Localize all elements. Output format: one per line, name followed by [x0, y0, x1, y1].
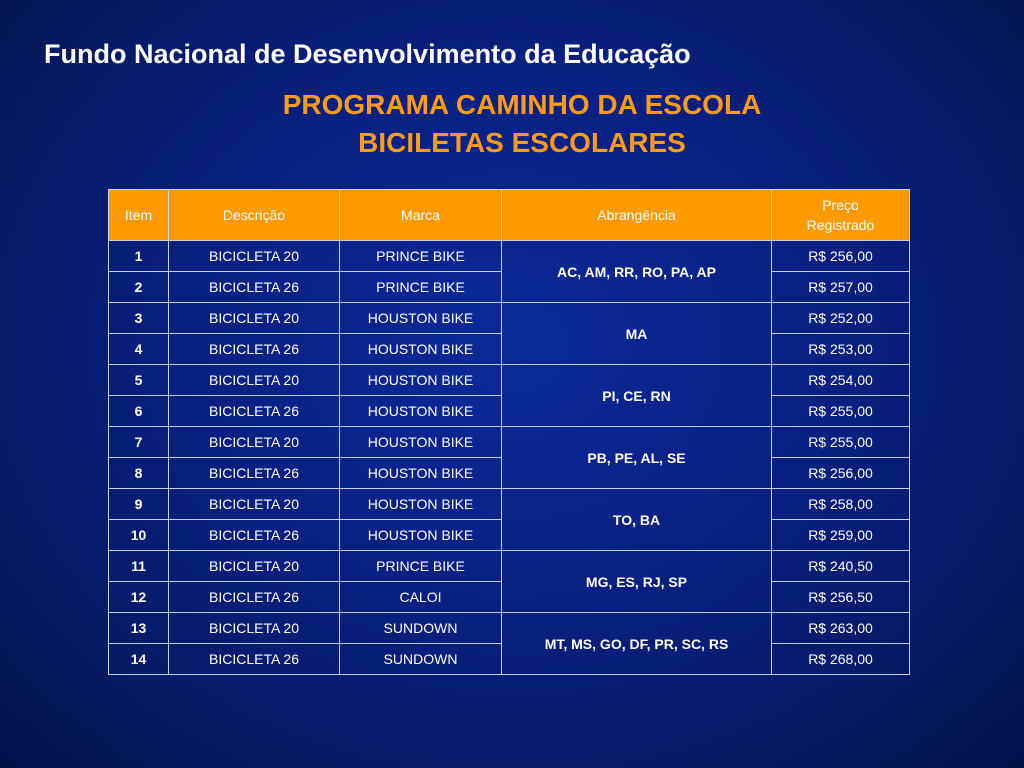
table-row [109, 613, 910, 644]
cell-descricao: BICICLETA 26 [169, 396, 340, 427]
cell-item: 1 [109, 241, 169, 272]
cell-item: 4 [109, 334, 169, 365]
cell-abrangencia: PI, CE, RN [502, 365, 772, 427]
cell-preco: R$ 259,00 [772, 520, 910, 551]
cell-preco: R$ 255,00 [772, 427, 910, 458]
price-table [108, 189, 910, 675]
cell-abrangencia: MG, ES, RJ, SP [502, 551, 772, 613]
cell-descricao: BICICLETA 20 [169, 551, 340, 582]
cell-preco: R$ 256,00 [772, 458, 910, 489]
header-item: Item [109, 190, 169, 241]
table-row [109, 303, 910, 334]
cell-marca: HOUSTON BIKE [340, 396, 502, 427]
cell-descricao: BICICLETA 20 [169, 365, 340, 396]
cell-item: 2 [109, 272, 169, 303]
cell-preco: R$ 254,00 [772, 365, 910, 396]
cell-abrangencia: PB, PE, AL, SE [502, 427, 772, 489]
header-abrangencia: Abrangência [502, 190, 772, 241]
table-header-row [109, 190, 910, 241]
table-row [109, 551, 910, 582]
cell-descricao: BICICLETA 20 [169, 489, 340, 520]
header-preco-line1: Preço [822, 197, 859, 213]
program-title [0, 86, 1024, 162]
cell-item: 6 [109, 396, 169, 427]
table-row [109, 365, 910, 396]
cell-abrangencia: AC, AM, RR, RO, PA, AP [502, 241, 772, 303]
cell-item: 14 [109, 644, 169, 675]
cell-marca: HOUSTON BIKE [340, 427, 502, 458]
cell-marca: PRINCE BIKE [340, 241, 502, 272]
cell-item: 10 [109, 520, 169, 551]
cell-marca: PRINCE BIKE [340, 272, 502, 303]
cell-preco: R$ 257,00 [772, 272, 910, 303]
cell-preco: R$ 240,50 [772, 551, 910, 582]
cell-item: 13 [109, 613, 169, 644]
cell-descricao: BICICLETA 20 [169, 427, 340, 458]
price-table-container [108, 189, 910, 675]
cell-descricao: BICICLETA 26 [169, 582, 340, 613]
cell-descricao: BICICLETA 20 [169, 613, 340, 644]
header-marca: Marca [340, 190, 502, 241]
cell-item: 5 [109, 365, 169, 396]
organization-title: Fundo Nacional de Desenvolvimento da Educação [44, 39, 691, 69]
cell-marca: PRINCE BIKE [340, 551, 502, 582]
cell-descricao: BICICLETA 20 [169, 303, 340, 334]
cell-descricao: BICICLETA 26 [169, 644, 340, 675]
cell-abrangencia: TO, BA [502, 489, 772, 551]
cell-preco: R$ 256,00 [772, 241, 910, 272]
cell-marca: HOUSTON BIKE [340, 520, 502, 551]
cell-preco: R$ 268,00 [772, 644, 910, 675]
cell-marca: CALOI [340, 582, 502, 613]
cell-marca: HOUSTON BIKE [340, 303, 502, 334]
cell-descricao: BICICLETA 26 [169, 458, 340, 489]
cell-descricao: BICICLETA 20 [169, 241, 340, 272]
cell-item: 8 [109, 458, 169, 489]
cell-marca: SUNDOWN [340, 644, 502, 675]
cell-preco: R$ 252,00 [772, 303, 910, 334]
table-body [109, 241, 910, 675]
cell-descricao: BICICLETA 26 [169, 520, 340, 551]
cell-item: 11 [109, 551, 169, 582]
table-row [109, 427, 910, 458]
cell-marca: HOUSTON BIKE [340, 489, 502, 520]
cell-marca: HOUSTON BIKE [340, 334, 502, 365]
cell-item: 12 [109, 582, 169, 613]
cell-abrangencia: MT, MS, GO, DF, PR, SC, RS [502, 613, 772, 675]
cell-preco: R$ 253,00 [772, 334, 910, 365]
table-row [109, 241, 910, 272]
cell-item: 3 [109, 303, 169, 334]
cell-preco: R$ 258,00 [772, 489, 910, 520]
cell-descricao: BICICLETA 26 [169, 272, 340, 303]
cell-marca: SUNDOWN [340, 613, 502, 644]
cell-marca: HOUSTON BIKE [340, 365, 502, 396]
cell-preco: R$ 255,00 [772, 396, 910, 427]
program-title-line1: PROGRAMA CAMINHO DA ESCOLA [282, 89, 762, 120]
cell-item: 7 [109, 427, 169, 458]
header-preco-line2: Registrado [806, 217, 875, 233]
program-title-line2: BICILETAS ESCOLARES [358, 127, 686, 158]
cell-marca: HOUSTON BIKE [340, 458, 502, 489]
header-descricao: Descrição [169, 190, 340, 241]
cell-preco: R$ 256,50 [772, 582, 910, 613]
header-preco-registrado [772, 190, 910, 241]
cell-item: 9 [109, 489, 169, 520]
cell-preco: R$ 263,00 [772, 613, 910, 644]
cell-descricao: BICICLETA 26 [169, 334, 340, 365]
table-row [109, 489, 910, 520]
cell-abrangencia: MA [502, 303, 772, 365]
